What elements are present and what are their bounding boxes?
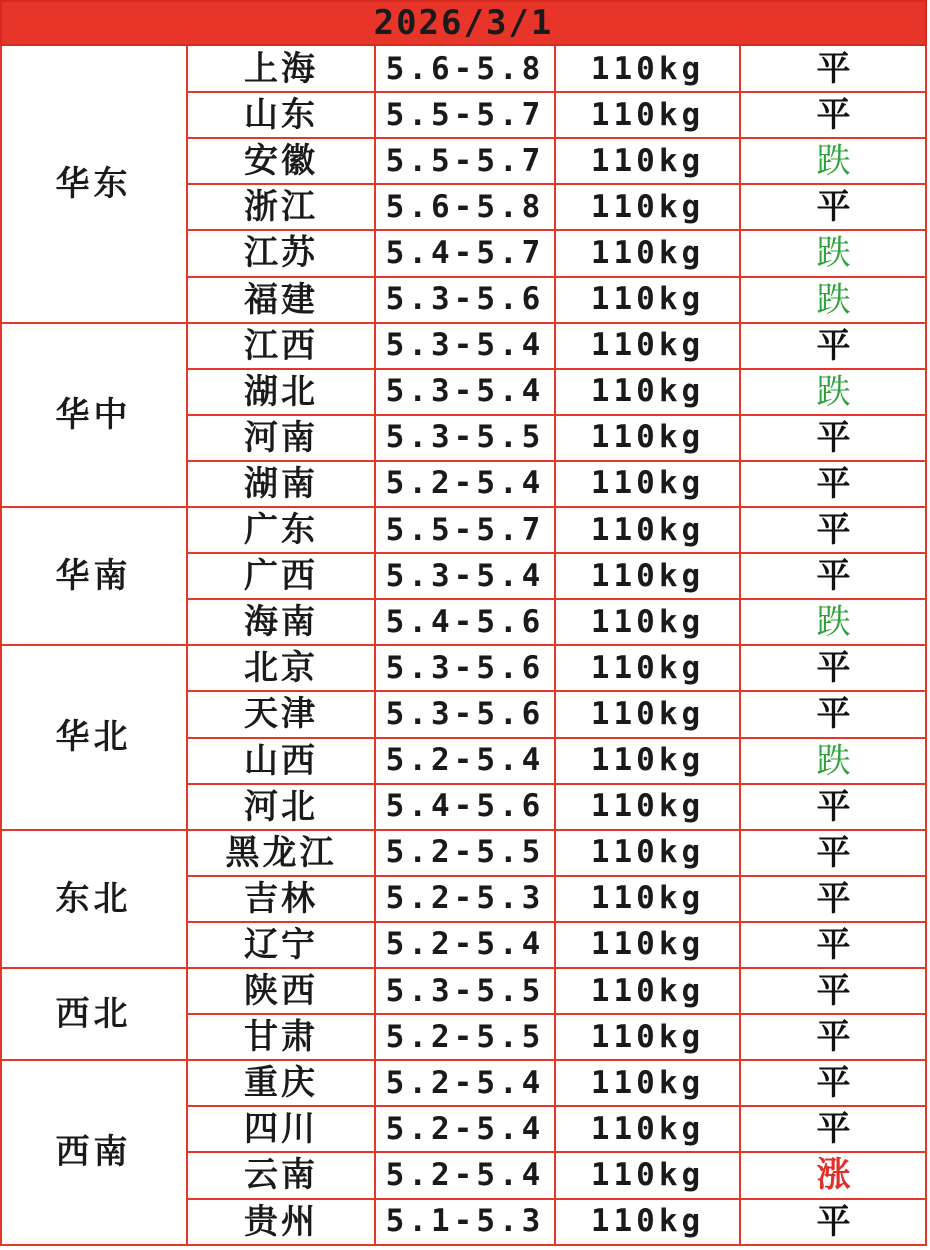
trend-indicator: 平	[816, 1063, 851, 1104]
column-divider	[0, 46, 2, 1245]
price-range: 5.2-5.4	[385, 742, 545, 779]
province-name: 江苏	[244, 233, 318, 274]
column-divider	[554, 46, 556, 1245]
region-name: 东北	[55, 878, 132, 919]
weight-value: 110kg	[590, 1110, 705, 1147]
price-range: 5.4-5.6	[385, 603, 545, 640]
price-range: 5.2-5.4	[385, 1156, 545, 1193]
price-range: 5.4-5.7	[385, 234, 545, 271]
weight-value: 110kg	[590, 742, 705, 779]
region-name: 西南	[55, 1132, 132, 1173]
price-range: 5.3-5.6	[385, 695, 545, 732]
weight-value: 110kg	[590, 1018, 705, 1055]
region-name: 华东	[55, 164, 132, 205]
column-divider	[739, 46, 741, 1245]
province-name: 甘肃	[244, 1017, 318, 1058]
price-range: 5.1-5.3	[385, 1203, 545, 1240]
trend-indicator: 平	[816, 1109, 851, 1150]
price-range: 5.3-5.5	[385, 972, 545, 1009]
trend-indicator: 平	[816, 924, 851, 965]
province-name: 河北	[244, 786, 318, 827]
price-range: 5.3-5.4	[385, 373, 545, 410]
province-name: 广西	[244, 556, 318, 597]
trend-indicator: 平	[816, 95, 851, 136]
price-range: 5.2-5.4	[385, 926, 545, 963]
trend-indicator: 平	[816, 971, 851, 1012]
price-range: 5.6-5.8	[385, 188, 545, 225]
price-range: 5.2-5.4	[385, 1110, 545, 1147]
price-range: 5.2-5.5	[385, 834, 545, 871]
province-name: 安徽	[244, 141, 318, 182]
weight-value: 110kg	[590, 188, 705, 225]
price-range: 5.3-5.4	[385, 327, 545, 364]
region-name: 华北	[55, 717, 132, 758]
trend-indicator: 平	[816, 325, 851, 366]
trend-indicator: 平	[816, 463, 851, 504]
region-name: 华南	[55, 556, 132, 597]
price-range: 5.2-5.5	[385, 1018, 545, 1055]
province-name: 北京	[244, 648, 318, 689]
province-name: 吉林	[244, 878, 318, 919]
weight-value: 110kg	[590, 788, 705, 825]
price-range: 5.2-5.3	[385, 880, 545, 917]
province-name: 海南	[244, 602, 318, 643]
weight-value: 110kg	[590, 419, 705, 456]
price-range: 5.2-5.4	[385, 465, 545, 502]
province-name: 上海	[244, 49, 318, 90]
trend-indicator: 平	[816, 1201, 851, 1242]
weight-value: 110kg	[590, 96, 705, 133]
trend-indicator: 跌	[816, 740, 851, 781]
province-name: 浙江	[244, 187, 318, 228]
province-name: 湖北	[244, 371, 318, 412]
province-name: 河南	[244, 417, 318, 458]
price-range: 5.6-5.8	[385, 50, 545, 87]
trend-indicator: 平	[816, 786, 851, 827]
date-title: 2026/3/1	[373, 3, 554, 43]
trend-indicator: 平	[816, 694, 851, 735]
weight-value: 110kg	[590, 695, 705, 732]
trend-indicator: 跌	[816, 233, 851, 274]
column-divider	[925, 46, 927, 1245]
trend-indicator: 涨	[816, 1155, 851, 1196]
weight-value: 110kg	[590, 972, 705, 1009]
price-range: 5.3-5.6	[385, 649, 545, 686]
province-name: 山东	[244, 95, 318, 136]
weight-value: 110kg	[590, 603, 705, 640]
trend-indicator: 平	[816, 510, 851, 551]
trend-indicator: 平	[816, 187, 851, 228]
weight-value: 110kg	[590, 234, 705, 271]
trend-indicator: 平	[816, 1017, 851, 1058]
row-divider	[0, 1244, 927, 1246]
column-divider	[186, 46, 188, 1245]
province-name: 福建	[244, 279, 318, 320]
trend-indicator: 平	[816, 878, 851, 919]
price-range: 5.5-5.7	[385, 142, 545, 179]
price-range: 5.5-5.7	[385, 511, 545, 548]
province-name: 辽宁	[244, 924, 318, 965]
weight-value: 110kg	[590, 465, 705, 502]
trend-indicator: 跌	[816, 141, 851, 182]
province-name: 云南	[244, 1155, 318, 1196]
province-name: 黑龙江	[225, 832, 337, 873]
province-name: 贵州	[244, 1201, 318, 1242]
weight-value: 110kg	[590, 373, 705, 410]
trend-indicator: 平	[816, 49, 851, 90]
price-range: 5.3-5.5	[385, 419, 545, 456]
weight-value: 110kg	[590, 1064, 705, 1101]
weight-value: 110kg	[590, 880, 705, 917]
trend-indicator: 跌	[816, 279, 851, 320]
weight-value: 110kg	[590, 281, 705, 318]
province-name: 广东	[244, 510, 318, 551]
region-name: 华中	[55, 394, 132, 435]
province-name: 重庆	[244, 1063, 318, 1104]
province-name: 湖南	[244, 463, 318, 504]
province-name: 天津	[244, 694, 318, 735]
price-range: 5.5-5.7	[385, 96, 545, 133]
weight-value: 110kg	[590, 142, 705, 179]
weight-value: 110kg	[590, 926, 705, 963]
weight-value: 110kg	[590, 834, 705, 871]
weight-value: 110kg	[590, 649, 705, 686]
weight-value: 110kg	[590, 1156, 705, 1193]
trend-indicator: 跌	[816, 371, 851, 412]
weight-value: 110kg	[590, 511, 705, 548]
province-name: 山西	[244, 740, 318, 781]
price-range: 5.2-5.4	[385, 1064, 545, 1101]
trend-indicator: 平	[816, 556, 851, 597]
region-name: 西北	[55, 994, 132, 1035]
weight-value: 110kg	[590, 50, 705, 87]
price-range: 5.4-5.6	[385, 788, 545, 825]
trend-indicator: 平	[816, 648, 851, 689]
province-name: 四川	[244, 1109, 318, 1150]
province-name: 陕西	[244, 971, 318, 1012]
column-divider	[374, 46, 376, 1245]
weight-value: 110kg	[590, 327, 705, 364]
trend-indicator: 平	[816, 417, 851, 458]
weight-value: 110kg	[590, 1203, 705, 1240]
weight-value: 110kg	[590, 557, 705, 594]
trend-indicator: 平	[816, 832, 851, 873]
province-name: 江西	[244, 325, 318, 366]
price-range: 5.3-5.4	[385, 557, 545, 594]
table-header	[0, 0, 927, 46]
price-range: 5.3-5.6	[385, 281, 545, 318]
trend-indicator: 跌	[816, 602, 851, 643]
